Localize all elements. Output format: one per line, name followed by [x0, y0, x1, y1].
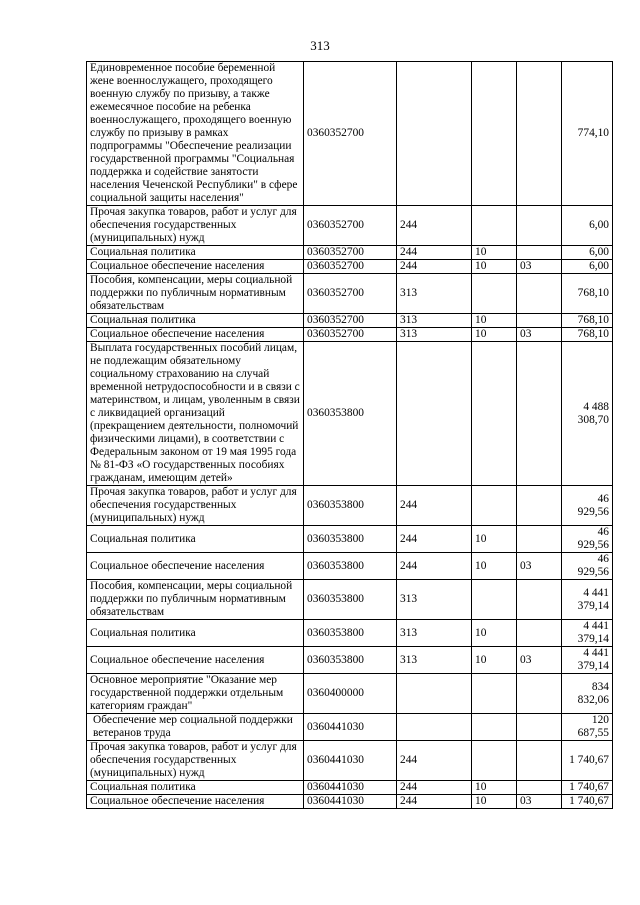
row-target-article-cell: 0360441030: [304, 741, 397, 781]
row-name-cell: Пособия, компенсации, меры социальной поддержки по публичным нормативным обязательствам: [87, 580, 304, 620]
row-section-cell: 10: [472, 620, 517, 647]
row-expense-type-cell: 313: [397, 620, 472, 647]
row-expense-type-cell: 244: [397, 781, 472, 795]
row-section-cell: [472, 486, 517, 526]
row-section-cell: 10: [472, 526, 517, 553]
row-subsection-cell: [517, 342, 562, 486]
row-amount-cell: 1 740,67: [562, 741, 613, 781]
table-row: [87, 620, 613, 647]
row-section-cell: [472, 274, 517, 314]
table-row: [87, 486, 613, 526]
row-subsection-cell: [517, 274, 562, 314]
row-subsection-cell: [517, 580, 562, 620]
row-target-article-cell: 0360352700: [304, 328, 397, 342]
row-amount-cell: 774,10: [562, 62, 613, 206]
row-name-cell: Основное мероприятие "Оказание мер государственной поддержки отдельным категориям граждан": [87, 674, 304, 714]
row-expense-type-cell: [397, 342, 472, 486]
row-section-cell: 10: [472, 553, 517, 580]
row-expense-type-cell: 313: [397, 647, 472, 674]
table-row: [87, 647, 613, 674]
table-row: [87, 246, 613, 260]
row-expense-type-cell: [397, 62, 472, 206]
row-section-cell: [472, 741, 517, 781]
row-amount-cell: 4 441 379,14: [562, 580, 613, 620]
row-section-cell: 10: [472, 781, 517, 795]
row-section-cell: 10: [472, 647, 517, 674]
row-subsection-cell: [517, 246, 562, 260]
row-section-cell: [472, 62, 517, 206]
row-subsection-cell: 03: [517, 260, 562, 274]
row-target-article-cell: 0360441030: [304, 714, 397, 741]
table-row: [87, 674, 613, 714]
row-target-article-cell: 0360352700: [304, 62, 397, 206]
row-target-article-cell: 0360352700: [304, 314, 397, 328]
row-name-cell: Пособия, компенсации, меры социальной поддержки по публичным нормативным обязательствам: [87, 274, 304, 314]
row-name-cell: Социальное обеспечение населения: [87, 553, 304, 580]
table-row: [87, 206, 613, 246]
row-expense-type-cell: 244: [397, 486, 472, 526]
table-row: [87, 314, 613, 328]
table-row: [87, 526, 613, 553]
row-subsection-cell: 03: [517, 553, 562, 580]
row-target-article-cell: 0360441030: [304, 781, 397, 795]
row-subsection-cell: [517, 486, 562, 526]
row-target-article-cell: 0360400000: [304, 674, 397, 714]
table-row: [87, 328, 613, 342]
row-subsection-cell: [517, 62, 562, 206]
row-section-cell: 10: [472, 314, 517, 328]
table-row: [87, 580, 613, 620]
row-section-cell: [472, 674, 517, 714]
row-amount-cell: 46 929,56: [562, 553, 613, 580]
table-row: [87, 781, 613, 795]
row-expense-type-cell: 313: [397, 328, 472, 342]
row-expense-type-cell: 244: [397, 526, 472, 553]
row-target-article-cell: 0360353800: [304, 553, 397, 580]
row-subsection-cell: 03: [517, 647, 562, 674]
row-subsection-cell: [517, 741, 562, 781]
row-amount-cell: 1 740,67: [562, 795, 613, 809]
row-amount-cell: 6,00: [562, 246, 613, 260]
row-amount-cell: 834 832,06: [562, 674, 613, 714]
row-target-article-cell: 0360352700: [304, 274, 397, 314]
row-expense-type-cell: 244: [397, 206, 472, 246]
budget-table: [86, 61, 613, 809]
row-name-cell: Социальная политика: [87, 314, 304, 328]
row-amount-cell: 4 488 308,70: [562, 342, 613, 486]
row-amount-cell: 1 740,67: [562, 781, 613, 795]
row-subsection-cell: 03: [517, 328, 562, 342]
page-number: 313: [310, 38, 330, 53]
row-amount-cell: 46 929,56: [562, 486, 613, 526]
row-amount-cell: 46 929,56: [562, 526, 613, 553]
row-section-cell: [472, 342, 517, 486]
table-row: [87, 62, 613, 206]
row-subsection-cell: [517, 314, 562, 328]
row-section-cell: 10: [472, 246, 517, 260]
row-name-cell: Социальная политика: [87, 781, 304, 795]
row-section-cell: [472, 206, 517, 246]
row-expense-type-cell: 313: [397, 580, 472, 620]
row-expense-type-cell: 244: [397, 260, 472, 274]
row-section-cell: [472, 714, 517, 741]
row-subsection-cell: [517, 781, 562, 795]
table-row: [87, 795, 613, 809]
row-target-article-cell: 0360441030: [304, 795, 397, 809]
row-subsection-cell: [517, 714, 562, 741]
table-row: [87, 741, 613, 781]
row-expense-type-cell: 244: [397, 553, 472, 580]
row-name-cell: Прочая закупка товаров, работ и услуг для обеспечения государственных (муниципальных) нужд: [87, 741, 304, 781]
row-subsection-cell: [517, 620, 562, 647]
row-target-article-cell: 0360353800: [304, 620, 397, 647]
row-name-cell: Социальное обеспечение населения: [87, 647, 304, 674]
row-name-cell: Социальное обеспечение населения: [87, 328, 304, 342]
row-expense-type-cell: 244: [397, 795, 472, 809]
row-amount-cell: 768,10: [562, 274, 613, 314]
row-expense-type-cell: [397, 674, 472, 714]
row-name-cell: Социальная политика: [87, 620, 304, 647]
row-section-cell: [472, 580, 517, 620]
row-amount-cell: 768,10: [562, 328, 613, 342]
row-target-article-cell: 0360353800: [304, 647, 397, 674]
row-amount-cell: 4 441 379,14: [562, 620, 613, 647]
row-name-cell: Социальная политика: [87, 526, 304, 553]
table-row: [87, 714, 613, 741]
row-expense-type-cell: 244: [397, 741, 472, 781]
row-target-article-cell: 0360352700: [304, 206, 397, 246]
row-amount-cell: 768,10: [562, 314, 613, 328]
row-name-cell: Прочая закупка товаров, работ и услуг для обеспечения государственных (муниципальных) нужд: [87, 486, 304, 526]
row-name-cell: Социальное обеспечение населения: [87, 795, 304, 809]
row-target-article-cell: 0360352700: [304, 260, 397, 274]
row-amount-cell: 120 687,55: [562, 714, 613, 741]
row-name-cell: Социальная политика: [87, 246, 304, 260]
row-name-cell: Социальное обеспечение населения: [87, 260, 304, 274]
row-amount-cell: 6,00: [562, 206, 613, 246]
row-name-cell: Обеспечение мер социальной поддержки ветеранов труда: [87, 714, 304, 741]
row-target-article-cell: 0360353800: [304, 486, 397, 526]
row-amount-cell: 6,00: [562, 260, 613, 274]
table-row: [87, 274, 613, 314]
table-body: [87, 62, 613, 809]
row-amount-cell: 4 441 379,14: [562, 647, 613, 674]
row-target-article-cell: 0360353800: [304, 526, 397, 553]
row-expense-type-cell: 244: [397, 246, 472, 260]
row-subsection-cell: [517, 674, 562, 714]
row-subsection-cell: [517, 206, 562, 246]
row-target-article-cell: 0360353800: [304, 342, 397, 486]
row-expense-type-cell: [397, 714, 472, 741]
row-name-cell: Прочая закупка товаров, работ и услуг для обеспечения государственных (муниципальных) нужд: [87, 206, 304, 246]
row-subsection-cell: [517, 526, 562, 553]
row-target-article-cell: 0360353800: [304, 580, 397, 620]
table-row: [87, 342, 613, 486]
row-section-cell: 10: [472, 260, 517, 274]
row-name-cell: Единовременное пособие беременной жене военнослужащего, проходящего военную службу по призыву, а также ежемесячное пособие на ребенка военнослужащего, проходящего военную службу по призыву в рамках подпрограммы "Обеспечение реализации государственной программы "Социальная поддержка и содействие занятости населения Чеченской Республики" в сфере социальной защиты населения": [87, 62, 304, 206]
row-expense-type-cell: 313: [397, 274, 472, 314]
row-subsection-cell: 03: [517, 795, 562, 809]
row-expense-type-cell: 313: [397, 314, 472, 328]
table-row: [87, 553, 613, 580]
row-target-article-cell: 0360352700: [304, 246, 397, 260]
row-section-cell: 10: [472, 328, 517, 342]
row-section-cell: 10: [472, 795, 517, 809]
row-name-cell: Выплата государственных пособий лицам, не подлежащим обязательному социальному страхованию на случай временной нетрудоспособности и в связи с материнством, и лицам, уволенным в связи с ликвидацией организаций (прекращением деятельности, полномочий физическими лицами), в соответствии с Федеральным законом от 19 мая 1995 года № 81-ФЗ «О государственных пособиях гражданам, имеющим детей»: [87, 342, 304, 486]
table-row: [87, 260, 613, 274]
